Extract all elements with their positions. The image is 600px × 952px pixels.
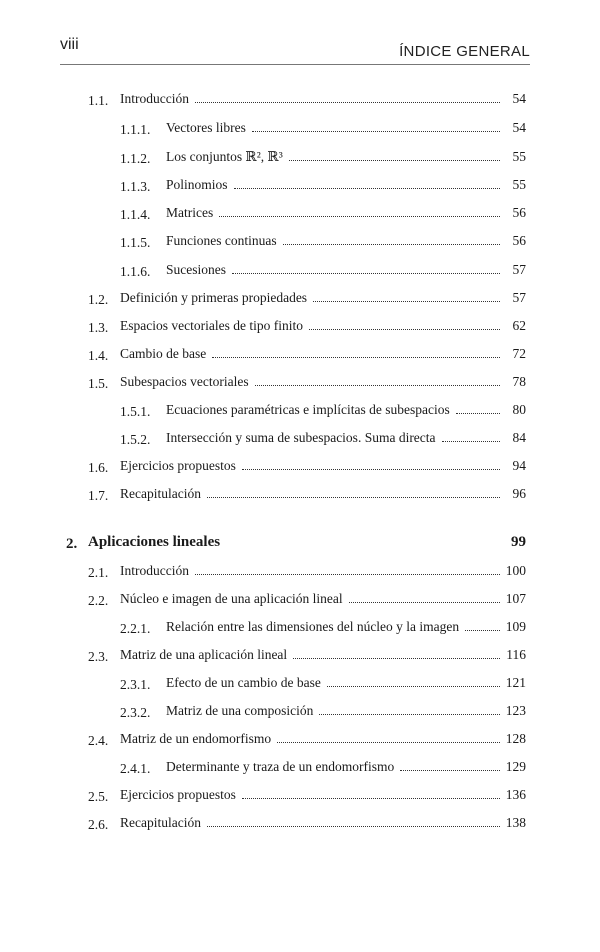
toc-entry-page: 94 [500,458,526,474]
dot-leader [319,714,499,715]
toc-entry-page: 138 [500,815,526,831]
toc-entry-page: 54 [500,91,526,107]
dot-leader [349,602,500,603]
dot-leader [234,188,500,189]
dot-leader [465,630,500,631]
toc-entry-page: 56 [500,205,526,221]
dot-leader [252,131,500,132]
toc-entry-title: Introducción [120,91,195,107]
toc-entry-number: 1.1.4. [120,207,151,222]
toc-entry-page: 100 [500,563,526,579]
toc-entry [0,591,600,613]
toc-entry-title: Subespacios vectoriales [120,374,255,390]
toc-entry-page: 121 [500,675,526,691]
toc-entry-page: 80 [500,402,526,418]
dot-leader [212,357,500,358]
toc-entry [0,402,600,424]
toc-entry-number: 1.1. [88,93,109,108]
toc-entry-title: Definición y primeras propiedades [120,290,313,306]
toc-entry-page: 129 [500,759,526,775]
toc-entry-title: Los conjuntos ℝ², ℝ³ [166,149,289,165]
toc-entry [0,787,600,809]
toc-entry-number: 2.3. [88,649,109,664]
toc-entry [0,619,600,641]
toc-entry-page: 109 [500,619,526,635]
toc-entry-number: 2.5. [88,789,109,804]
toc-entry-page: 78 [500,374,526,390]
toc-entry-number: 1.1.2. [120,151,151,166]
toc-entry-number: 2.3.1. [120,677,151,692]
toc-entry [0,149,600,171]
toc-entry-title: Espacios vectoriales de tipo finito [120,318,309,334]
toc-entry [0,374,600,396]
toc-entry-title: Ejercicios propuestos [120,458,242,474]
running-header: ÍNDICE GENERAL [399,43,530,60]
toc-entry-number: 2.3.2. [120,705,151,720]
toc-entry-number: 2.4. [88,733,109,748]
toc-entry-number: 1.3. [88,320,109,335]
toc-entry-page: 56 [500,233,526,249]
toc-entry-number: 1.6. [88,460,109,475]
toc-entry-title: Vectores libres [166,120,252,136]
toc-entry-page: 72 [500,346,526,362]
dot-leader [195,102,500,103]
toc-entry-page: 57 [500,262,526,278]
dot-leader [442,441,500,442]
toc-entry-number: 1.2. [88,292,109,307]
toc-entry-page: 84 [500,430,526,446]
toc-entry-title: Intersección y suma de subespacios. Suma directa [166,430,442,446]
dot-leader [283,244,500,245]
toc-entry-title: Funciones continuas [166,233,283,249]
toc-entry-title: Matriz de un endomorfismo [120,731,277,747]
toc-entry-title: Recapitulación [120,815,207,831]
toc-entry-number: 1.5.1. [120,404,151,419]
toc-entry-title: Cambio de base [120,346,212,362]
toc-entry-page: 116 [500,647,526,663]
toc-entry [0,318,600,340]
toc-entry-title: Determinante y traza de un endomorfismo [166,759,400,775]
toc-entry [0,233,600,255]
toc-entry [0,91,600,113]
toc-entry [0,675,600,697]
toc-entry-page: 57 [500,290,526,306]
toc-entry-title: Matrices [166,205,219,221]
toc-entry-page: 136 [500,787,526,803]
dot-leader [207,497,500,498]
toc-entry-title: Matriz de una composición [166,703,319,719]
toc-entry-page: 96 [500,486,526,502]
dot-leader [255,385,500,386]
toc-entry-page: 54 [500,120,526,136]
dot-leader [309,329,500,330]
toc-entry [0,703,600,725]
toc-entry [0,177,600,199]
toc-entry [0,815,600,837]
toc-entry-title: Introducción [120,563,195,579]
toc-entry-page: 123 [500,703,526,719]
toc-entry-number: 2.4.1. [120,761,151,776]
toc-entry-title: Polinomios [166,177,234,193]
toc-entry-number: 1.5.2. [120,432,151,447]
toc-entry-number: 1.4. [88,348,109,363]
toc-entry-number: 2.2.1. [120,621,151,636]
dot-leader [219,216,500,217]
dot-leader [242,798,500,799]
toc-entry [0,731,600,753]
dot-leader [293,658,500,659]
toc-entry [0,430,600,452]
toc-entry-number: 1.1.1. [120,122,151,137]
toc-entry [0,486,600,508]
toc-entry [0,458,600,480]
toc-entry-page: 62 [500,318,526,334]
dot-leader [242,469,500,470]
toc-entry-title: Núcleo e imagen de una aplicación lineal [120,591,349,607]
toc-entry [0,262,600,284]
toc-entry-number: 1.1.6. [120,264,151,279]
toc-entry [0,205,600,227]
toc-entry-number: 2. [66,536,78,552]
toc-entry [0,290,600,312]
toc-entry [0,647,600,669]
page-number: viii [60,36,79,53]
toc-entry-page: 128 [500,731,526,747]
dot-leader [289,160,500,161]
toc-entry-title: Ejercicios propuestos [120,787,242,803]
toc-entry-title: Ecuaciones paramétricas e implícitas de subespacios [166,402,456,418]
dot-leader [456,413,500,414]
dot-leader [327,686,500,687]
toc-entry-page: 55 [500,149,526,165]
toc-entry [0,346,600,368]
toc-entry-number: 2.6. [88,817,109,832]
toc-entry-title: Efecto de un cambio de base [166,675,327,691]
toc-entry [0,120,600,142]
dot-leader [313,301,500,302]
toc-entry-number: 1.1.3. [120,179,151,194]
toc-entry-number: 2.1. [88,565,109,580]
toc-entry-page: 55 [500,177,526,193]
toc-entry-number: 1.7. [88,488,109,503]
toc-entry-title: Recapitulación [120,486,207,502]
toc-entry-title: Sucesiones [166,262,232,278]
toc-entry [0,563,600,585]
dot-leader [207,826,500,827]
dot-leader [400,770,499,771]
dot-leader [195,574,500,575]
toc-entry-number: 2.2. [88,593,109,608]
dot-leader [277,742,500,743]
toc-entry-title: Relación entre las dimensiones del núcleo y la imagen [166,619,465,635]
toc-entry-number: 1.5. [88,376,109,391]
toc-entry-title: Aplicaciones lineales [88,534,226,551]
toc-entry-page: 107 [500,591,526,607]
dot-leader [232,273,500,274]
toc-entry-number: 1.1.5. [120,235,151,250]
toc-entry-page: 99 [500,534,526,551]
toc-entry-title: Matriz de una aplicación lineal [120,647,293,663]
toc-entry [0,759,600,781]
toc-entry [0,534,600,556]
